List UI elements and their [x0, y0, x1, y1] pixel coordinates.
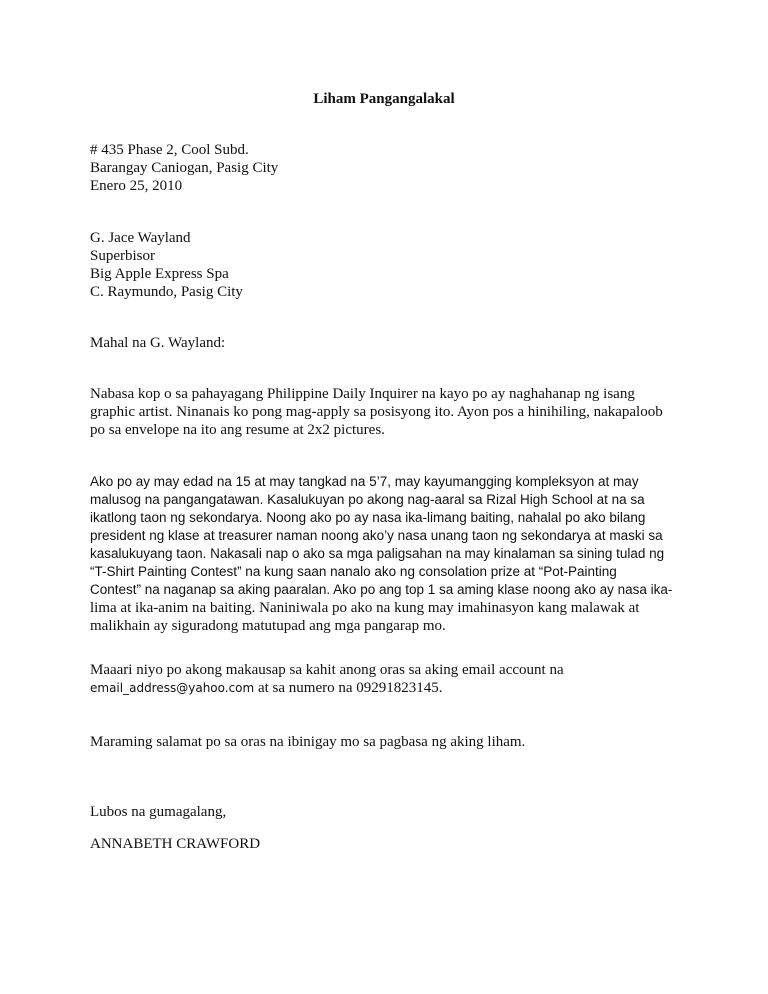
paragraph-line: po sa envelope na ito ang resume at 2x2 pictures. — [90, 422, 385, 438]
sender-address — [90, 141, 680, 195]
recipient-position: Superbisor — [90, 248, 155, 264]
paragraph-line: Nabasa kop o sa pahayagang Philippine Daily Inquirer na kayo po ay naghahanap ng isang — [90, 386, 635, 402]
phone-number-text: at sa numero na 09291823145. — [254, 680, 443, 696]
paragraph-line: malusog na pangangatawan. Kasalukuyan po akong nag-aaral sa Rizal High School at na sa — [90, 492, 645, 507]
paragraph-background — [90, 473, 680, 635]
paragraph-thanks: Maraming salamat po sa oras na ibinigay mo sa pagbasa ng aking liham. — [90, 734, 526, 750]
recipient-block — [90, 229, 680, 301]
paragraph-line: lima at ika-anim na baiting. Naniniwala po ako na kung may imahinasyon kang malawak at — [90, 600, 640, 616]
paragraph-intro — [90, 385, 680, 439]
recipient-address: C. Raymundo, Pasig City — [90, 284, 243, 300]
recipient-name: G. Jace Wayland — [90, 230, 191, 246]
email-address: email_address@yahoo.com — [90, 681, 255, 695]
paragraph-line — [90, 679, 680, 697]
salutation: Mahal na G. Wayland: — [90, 335, 226, 351]
paragraph-line: president ng klase at treasurer naman noong ako’y nasa unang taon ng sekondarya at maski sa — [90, 528, 663, 543]
closing: Lubos na gumagalang, — [90, 804, 227, 820]
paragraph-line: malikhain ay siguradong matutupad ang mga pangarap mo. — [90, 618, 446, 634]
paragraph-line: Maaari niyo po akong makausap sa kahit anong oras sa aking email account na — [90, 662, 564, 678]
recipient-company: Big Apple Express Spa — [90, 266, 229, 282]
paragraph-line: kasalukuyang taon. Nakasali nap o ako sa mga paligsahan na may kinalaman sa sining tulad ng — [90, 546, 665, 561]
signature-name: ANNABETH CRAWFORD — [90, 836, 261, 852]
letter-title: Liham Pangangalakal — [313, 91, 455, 107]
sender-address-line: # 435 Phase 2, Cool Subd. — [90, 142, 249, 158]
letter-date: Enero 25, 2010 — [90, 178, 183, 194]
paragraph-contact — [90, 661, 680, 697]
paragraph-line: ikatlong taon ng sekondarya. Noong ako po ay nasa ika-limang baiting, nahalal po ako bilang — [90, 510, 646, 525]
paragraph-line: Contest” na naganap sa aking paaralan. Ako po ang top 1 sa aming klase noong ako ay nasa ika- — [90, 582, 673, 597]
paragraph-line: Ako po ay may edad na 15 at may tangkad na 5’7, may kayumangging kompleksyon at may — [90, 474, 639, 489]
paragraph-line: graphic artist. Ninanais ko pong mag-apply sa posisyong ito. Ayon pos a hinihiling, nakapaloob — [90, 404, 663, 420]
paragraph-line: “T-Shirt Painting Contest” na kung saan nanalo ako ng consolation prize at “Pot-Painting — [90, 564, 617, 579]
sender-address-line: Barangay Caniogan, Pasig City — [90, 160, 279, 176]
